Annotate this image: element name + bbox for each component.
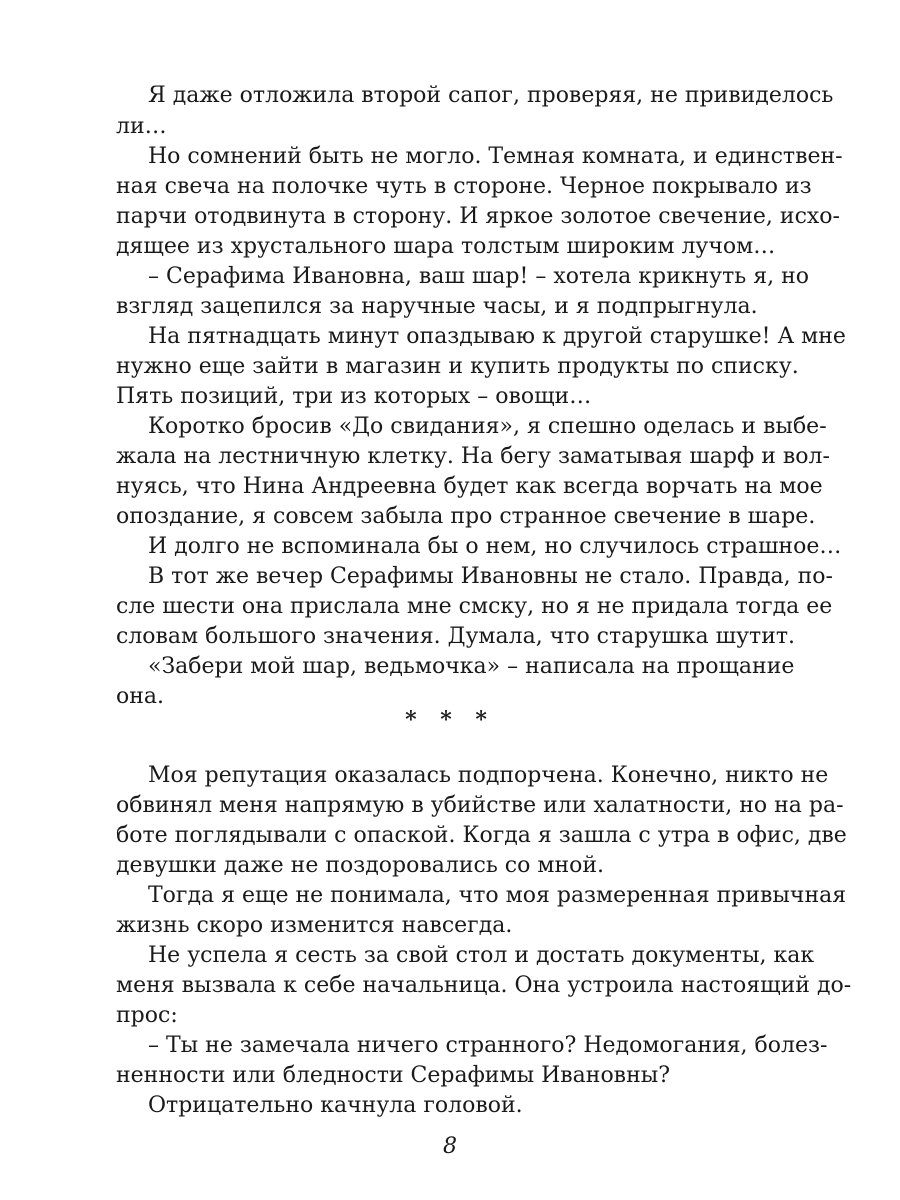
text-line: она.: [116, 684, 165, 709]
text-line: прос:: [116, 1003, 178, 1028]
text-line: боте поглядывали с опаской. Когда я зашла с утра в офис, две: [116, 823, 847, 848]
text-line: взгляд зацепился за наручные часы, и я подпрыгнула.: [116, 294, 758, 319]
text-line: сле шести она прислала мне смску, но я не придала тогда ее: [116, 594, 833, 619]
text-line: жала на лестничную клетку. На бегу заматывая шарф и вол-: [116, 444, 830, 469]
text-line: ная свеча на полочке чуть в стороне. Черное покрывало из: [116, 174, 812, 199]
section-separator: * * *: [405, 707, 495, 733]
text-line: нужно еще зайти в магазин и купить продукты по списку.: [116, 354, 799, 379]
text-line: Моя репутация оказалась подпорчена. Конечно, никто не: [148, 763, 829, 788]
text-line: жизнь скоро изменится навсегда.: [116, 913, 513, 938]
text-line: Коротко бросив «До свидания», я спешно оделась и выбе-: [148, 414, 827, 439]
text-line: дящее из хрустального шара толстым широким лучом…: [116, 234, 776, 259]
text-line: – Ты не замечала ничего странного? Недомогания, болез-: [148, 1033, 828, 1058]
text-line: Тогда я еще не понимала, что моя размеренная привычная: [148, 883, 847, 908]
text-line: ли…: [116, 114, 167, 139]
text-line: Не успела я сесть за свой стол и достать документы, как: [148, 943, 815, 968]
text-line: девушки даже не поздоровались со мной.: [116, 853, 605, 878]
text-line: нуясь, что Нина Андреевна будет как всегда ворчать на мое: [116, 474, 823, 499]
text-line: Но сомнений быть не могло. Темная комната, и единствен-: [148, 144, 843, 169]
text-line: В тот же вечер Серафимы Ивановны не стало. Правда, по-: [148, 564, 833, 589]
page-number: 8: [443, 1134, 457, 1159]
text-line: Отрицательно качнула головой.: [148, 1093, 523, 1118]
text-line: Я даже отложила второй сапог, проверяя, не привиделось: [148, 83, 834, 108]
text-line: обвинял меня напрямую в убийстве или халатности, но на ра-: [116, 793, 844, 818]
text-line: Пять позиций, три из которых – овощи…: [116, 384, 592, 409]
text-line: «Забери мой шар, ведьмочка» – написала на прощание: [148, 654, 795, 679]
text-line: – Серафима Ивановна, ваш шар! – хотела крикнуть я, но: [148, 264, 810, 289]
text-line: словам большого значения. Думала, что старушка шутит.: [116, 624, 796, 649]
text-line: опоздание, я совсем забыла про странное свечение в шаре.: [116, 504, 816, 529]
text-line: На пятнадцать минут опаздываю к другой старушке! А мне: [148, 324, 846, 349]
text-line: И долго не вспоминала бы о нем, но случилось страшное…: [148, 534, 842, 559]
text-line: меня вызвала к себе начальница. Она устроила настоящий до-: [116, 973, 852, 998]
text-line: парчи отодвинута в сторону. И яркое золотое свечение, исхо-: [116, 204, 840, 229]
text-line: ненности или бледности Серафимы Ивановны?: [116, 1063, 671, 1088]
